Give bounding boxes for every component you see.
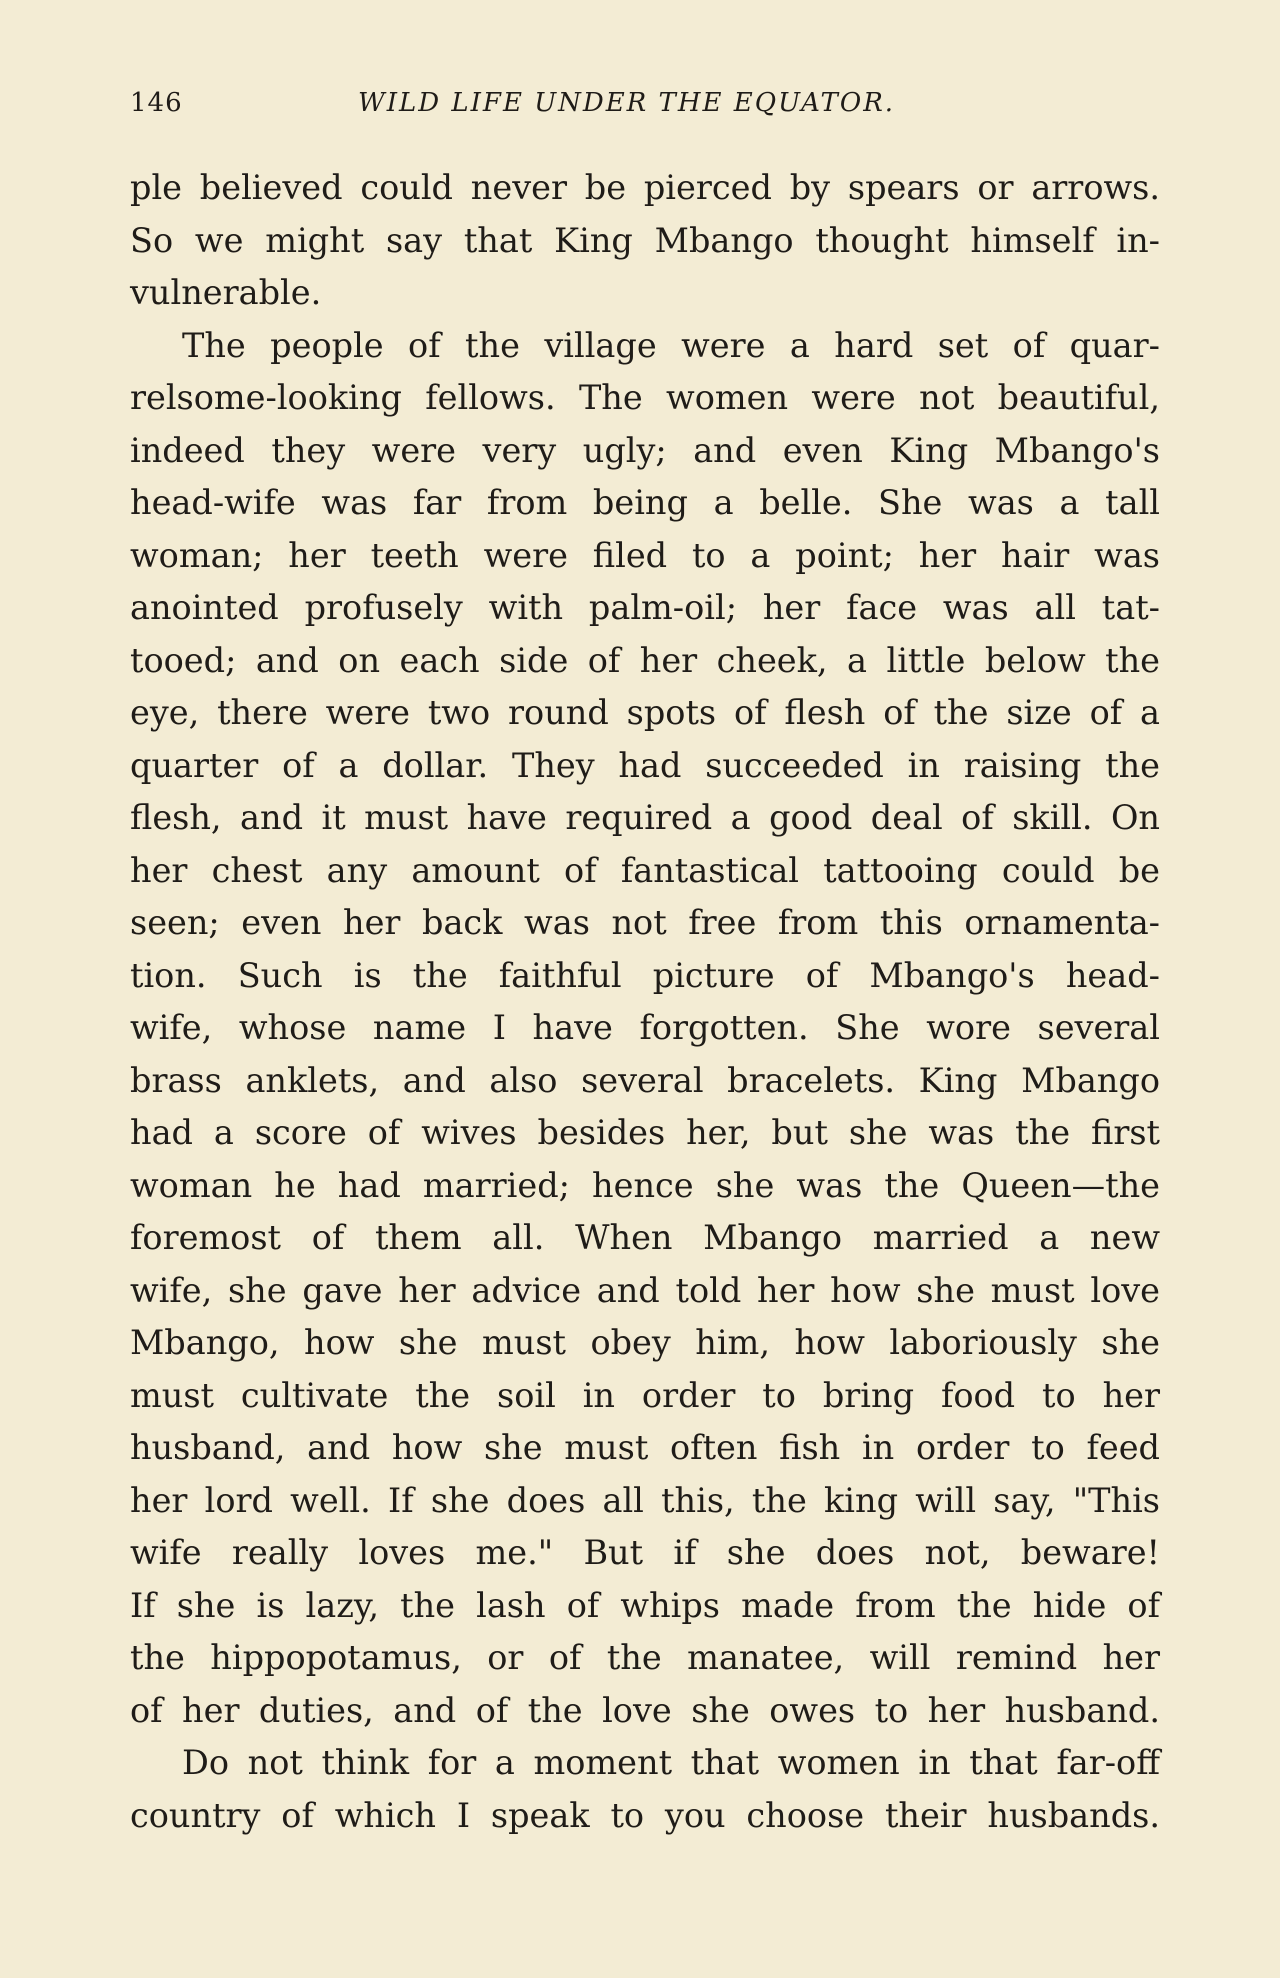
paragraph-start-line: Do not think for a moment that women in that far-off <box>182 1743 1160 1782</box>
text-line: foremost of them all. When Mbango married a new <box>130 1218 1160 1257</box>
text-line: the hippopotamus, or of the manatee, will remind her <box>130 1638 1160 1677</box>
text-line: wife really loves me." But if she does not, beware! <box>130 1533 1160 1572</box>
text-line: vulnerable. <box>130 273 322 312</box>
text-line: woman; her teeth were filed to a point; her hair was <box>130 535 1160 575</box>
text-line: of her duties, and of the love she owes to her husband. <box>130 1690 1160 1730</box>
text-line: If she is lazy, the lash of whips made from the hide of <box>130 1585 1160 1625</box>
text-line: flesh, and it must have required a good deal of skill. On <box>130 798 1160 837</box>
text-line: had a score of wives besides her, but she was the first <box>130 1113 1160 1152</box>
text-line: seen; even her back was not free from this ornamenta- <box>130 903 1160 942</box>
text-line: eye, there were two round spots of flesh of the size of a <box>130 693 1160 732</box>
text-line: brass anklets, and also several bracelets. King Mbango <box>130 1060 1160 1100</box>
paragraph-start-line: The people of the village were a hard set of quar- <box>182 325 1160 365</box>
text-line: wife, whose name I have forgotten. She wore several <box>130 1008 1160 1047</box>
text-line: wife, she gave her advice and told her how she must love <box>130 1270 1160 1310</box>
text-line: her chest any amount of fantastical tattooing could be <box>130 850 1160 890</box>
text-line: woman he had married; hence she was the Queen—the <box>130 1165 1160 1205</box>
text-line: relsome-looking fellows. The women were not beautiful, <box>130 378 1160 417</box>
text-line: head-wife was far from being a belle. She was a tall <box>130 483 1160 522</box>
text-line: anointed profusely with palm-oil; her face was all tat- <box>130 588 1160 627</box>
text-line: must cultivate the soil in order to bring food to her <box>130 1375 1160 1415</box>
text-line: tion. Such is the faithful picture of Mbango's head- <box>130 955 1160 995</box>
body-text <box>130 162 1160 1842</box>
text-line: tooed; and on each side of her cheek, a little below the <box>130 640 1160 680</box>
text-line: her lord well. If she does all this, the king will say, "This <box>130 1480 1160 1520</box>
page-number: 146 <box>130 88 183 118</box>
running-head <box>130 88 1160 128</box>
text-line: ple believed could never be pierced by spears or arrows. <box>130 168 1160 207</box>
running-title: WILD LIFE UNDER THE EQUATOR. <box>358 88 896 118</box>
text-line: country of which I speak to you choose their husbands. <box>130 1795 1160 1835</box>
text-line: So we might say that King Mbango thought himself in- <box>130 220 1160 260</box>
text-line: indeed they were very ugly; and even King Mbango's <box>130 430 1160 470</box>
text-line: quarter of a dollar. They had succeeded in raising the <box>130 745 1160 785</box>
text-line: Mbango, how she must obey him, how laboriously she <box>130 1323 1160 1362</box>
text-line: husband, and how she must often fish in order to feed <box>130 1428 1160 1467</box>
